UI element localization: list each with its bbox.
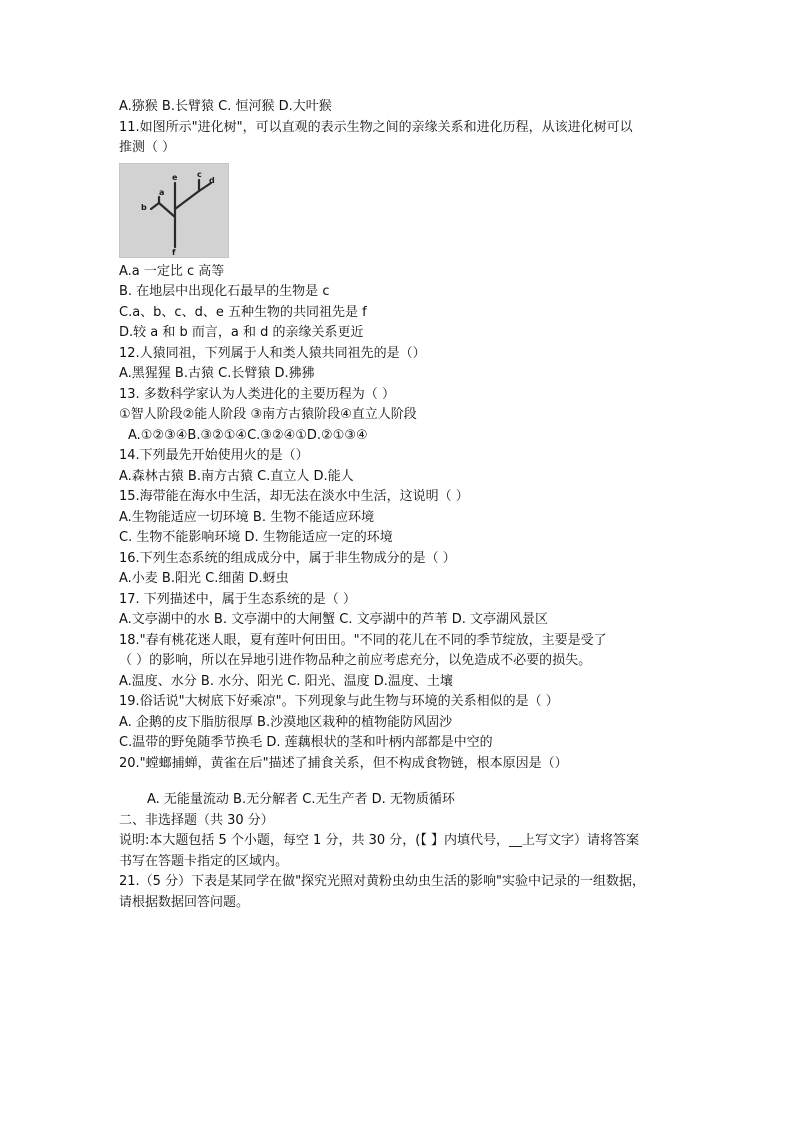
q13-options: A.①②③④B.③②①④C.③②④①D.②①③④ xyxy=(128,427,368,443)
q11-option-c: C.a、b、c、d、e 五种生物的共同祖先是 f xyxy=(119,304,367,320)
q18-options: A.温度、水分 B. 水分、阳光 C. 阳光、温度 D.温度、土壤 xyxy=(119,673,453,689)
q11-stem-line2: 推测（ ） xyxy=(119,140,176,155)
q18-stem-line1: 18."春有桃花迷人眼，夏有莲叶何田田。"不同的花儿在不同的季节绽放，主要是受了 xyxy=(119,632,607,648)
q15-stem: 15.海带能在海水中生活，却无法在淡水中生活，这说明（ ） xyxy=(119,489,469,504)
q12-stem: 12.人猿同祖，下列属于人和类人猿共同祖先的是（） xyxy=(119,345,426,361)
q11-option-d: D.较 a 和 b 而言，a 和 d 的亲缘关系更近 xyxy=(119,325,364,340)
q18-stem-line2: （ ）的影响，所以在异地引进作物品种之前应考虑充分，以免造成不必要的损失。 xyxy=(119,653,592,668)
section-2-note-line1: 说明:本大题包括 5 个小题，每空 1 分，共 30 分，(【 】内填代号，__上写文字）请将答案 xyxy=(119,833,639,848)
q13-stem: 13. 多数科学家认为人类进化的主要历程为（ ） xyxy=(119,386,395,402)
q13-items: ①智人阶段②能人阶段 ③南方古猿阶段④直立人阶段 xyxy=(119,407,417,422)
q20-options: A. 无能量流动 B.无分解者 C.无生产者 D. 无物质循环 xyxy=(147,792,455,807)
q19-stem: 19.俗话说"大树底下好乘凉"。下列现象与此生物与环境的关系相似的是（ ） xyxy=(119,694,559,709)
tree-label-a: a xyxy=(159,187,165,197)
q11-stem-line1: 11.如图所示"进化树"，可以直观的表示生物之间的亲缘关系和进化历程，从该进化树可以 xyxy=(119,119,633,135)
q15-options-ab: A.生物能适应一切环境 B. 生物不能适应环境 xyxy=(119,509,375,525)
q10-options: A.猕猴 B.长臂猿 C. 恒河猴 D.大叶猴 xyxy=(119,99,332,114)
tree-label-f: f xyxy=(172,247,176,257)
q16-stem: 16.下列生态系统的组成成分中，属于非生物成分的是（ ） xyxy=(119,550,456,566)
q14-stem: 14.下列最先开始使用火的是（） xyxy=(119,448,309,463)
exam-page xyxy=(119,97,679,913)
q19-options-cd: C.温带的野兔随季节换毛 D. 莲藕根状的茎和叶柄内部都是中空的 xyxy=(119,735,493,750)
tree-label-c: c xyxy=(197,169,202,179)
tree-label-b: b xyxy=(141,202,147,212)
evolution-tree-figure xyxy=(119,163,229,258)
q12-options: A.黑猩猩 B.古猿 C.长臂猿 D.狒狒 xyxy=(119,366,315,381)
tree-label-d: d xyxy=(209,175,215,185)
q20-stem: 20."螳螂捕蝉，黄雀在后"描述了捕食关系，但不构成食物链，根本原因是（） xyxy=(119,755,568,771)
q15-options-cd: C. 生物不能影响环境 D. 生物能适应一定的环境 xyxy=(119,530,393,545)
section-2-heading: 二、非选择题（共 30 分） xyxy=(119,812,274,828)
q16-options: A.小麦 B.阳光 C.细菌 D.蚜虫 xyxy=(119,571,289,586)
q11-option-a: A.a 一定比 c 高等 xyxy=(119,263,225,279)
q17-stem: 17. 下列描述中，属于生态系统的是（ ） xyxy=(119,591,356,607)
q21-stem-line1: 21.（5 分）下表是某同学在做"探究光照对黄粉虫幼虫生活的影响"实验中记录的一组数据， xyxy=(119,874,646,889)
section-2-note-line2: 书写在答题卡指定的区域内。 xyxy=(119,853,289,869)
q21-stem-line2: 请根据数据回答问题。 xyxy=(119,894,250,910)
tree-label-e: e xyxy=(172,172,178,182)
q11-option-b: B. 在地层中出现化石最早的生物是 c xyxy=(119,284,330,299)
q14-options: A.森林古猿 B.南方古猿 C.直立人 D.能人 xyxy=(119,468,354,484)
q17-options: A.文亭湖中的水 B. 文亭湖中的大闸蟹 C. 文亭湖中的芦苇 D. 文亭湖风景区 xyxy=(119,612,548,627)
q19-options-ab: A. 企鹅的皮下脂肪很厚 B.沙漠地区栽种的植物能防风固沙 xyxy=(119,714,453,730)
